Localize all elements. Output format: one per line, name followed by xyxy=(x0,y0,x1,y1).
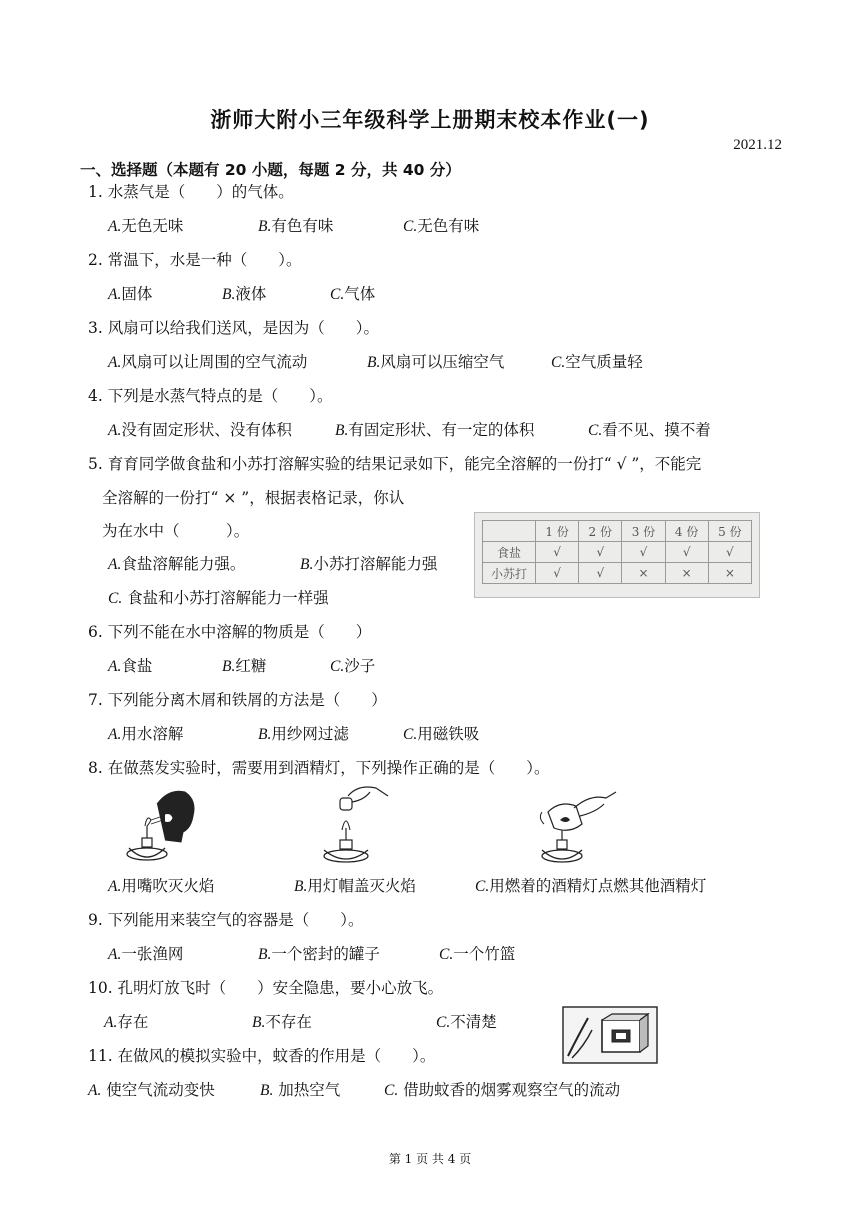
option-c[interactable]: C. 借助蚊香的烟雾观察空气的流动 xyxy=(384,1081,621,1099)
option-c[interactable]: C. 食盐和小苏打溶解能力一样强 xyxy=(108,589,329,607)
option-b[interactable]: B. 加热空气 xyxy=(260,1081,341,1099)
option-a[interactable]: A.风扇可以让周围的空气流动 xyxy=(108,353,308,371)
question-2: 2. 常温下，水是一种（ ）。 xyxy=(88,251,302,269)
question-7: 7. 下列能分离木屑和铁屑的方法是（ ） xyxy=(88,691,387,709)
option-c[interactable]: C.用磁铁吸 xyxy=(403,725,480,743)
table-cell: √ xyxy=(708,542,751,563)
option-a[interactable]: A.用嘴吹灭火焰 xyxy=(108,877,215,895)
option-c[interactable]: C.空气质量轻 xyxy=(551,353,643,371)
table-row xyxy=(483,563,752,584)
question-6: 6. 下列不能在水中溶解的物质是（ ） xyxy=(88,623,372,641)
option-c[interactable]: C.沙子 xyxy=(330,657,376,675)
option-b[interactable]: B.用灯帽盖灭火焰 xyxy=(294,877,416,895)
table-header-cell: 1 份 xyxy=(536,521,579,542)
option-b[interactable]: B.有色有味 xyxy=(258,217,334,235)
option-c[interactable]: C.无色有味 xyxy=(403,217,480,235)
question-5: 5. 育育同学做食盐和小苏打溶解实验的结果记录如下，能完全溶解的一份打“ √ ”，不能完 xyxy=(88,455,702,473)
wind-box-figure xyxy=(562,1006,658,1064)
table-cell: √ xyxy=(536,542,579,563)
question-5-line-3: 为在水中（ ）。 xyxy=(102,522,250,540)
option-a[interactable]: A.一张渔网 xyxy=(108,945,184,963)
option-c[interactable]: C.看不见、摸不着 xyxy=(588,421,711,439)
table-header-cell: 5 份 xyxy=(708,521,751,542)
question-5-line-2: 全溶解的一份打“ × ”，根据表格记录，你认 xyxy=(102,489,405,507)
option-b[interactable]: B.有固定形状、有一定的体积 xyxy=(335,421,535,439)
blow-out-flame-figure xyxy=(125,784,205,870)
option-c[interactable]: C.不清楚 xyxy=(436,1013,497,1031)
option-a[interactable]: A.没有固定形状、没有体积 xyxy=(108,421,292,439)
option-c[interactable]: C.用燃着的酒精灯点燃其他酒精灯 xyxy=(475,877,707,895)
table-cell: 小苏打 xyxy=(483,563,536,584)
question-9: 9. 下列能用来装空气的容器是（ ）。 xyxy=(88,911,364,929)
table-cell: 食盐 xyxy=(483,542,536,563)
option-b[interactable]: B.不存在 xyxy=(252,1013,312,1031)
table-header-cell: 3 份 xyxy=(622,521,665,542)
question-10: 10. 孔明灯放飞时（ ）安全隐患，要小心放飞。 xyxy=(88,979,444,997)
question-3: 3. 风扇可以给我们送风，是因为（ ）。 xyxy=(88,319,379,337)
table-cell: × xyxy=(665,563,708,584)
option-a[interactable]: A.固体 xyxy=(108,285,153,303)
option-a[interactable]: A.无色无味 xyxy=(108,217,184,235)
table-cell: × xyxy=(622,563,665,584)
dissolve-results-table xyxy=(474,512,760,598)
question-1: 1. 水蒸气是（ ）的气体。 xyxy=(88,183,294,201)
table-row xyxy=(483,542,752,563)
option-b[interactable]: B.小苏打溶解能力强 xyxy=(300,555,438,573)
question-11: 11. 在做风的模拟实验中，蚊香的作用是（ ）。 xyxy=(88,1047,436,1065)
lamp-lighting-lamp-figure xyxy=(530,790,620,870)
section-heading: 一、选择题（本题有 20 小题，每题 2 分，共 40 分） xyxy=(80,161,461,179)
option-a[interactable]: A.用水溶解 xyxy=(108,725,184,743)
option-b[interactable]: B.风扇可以压缩空气 xyxy=(367,353,505,371)
table-header-cell: 4 份 xyxy=(665,521,708,542)
option-a[interactable]: A.存在 xyxy=(104,1013,149,1031)
page-footer: 第 1 页 共 4 页 xyxy=(388,1152,472,1166)
option-c[interactable]: C.气体 xyxy=(330,285,376,303)
option-a[interactable]: A.食盐 xyxy=(108,657,153,675)
option-a[interactable]: A. 使空气流动变快 xyxy=(88,1081,215,1099)
question-4: 4. 下列是水蒸气特点的是（ ）。 xyxy=(88,387,333,405)
table-cell: √ xyxy=(536,563,579,584)
question-8: 8. 在做蒸发实验时，需要用到酒精灯，下列操作正确的是（ ）。 xyxy=(88,759,550,777)
option-b[interactable]: B.用纱网过滤 xyxy=(258,725,349,743)
table-header-cell xyxy=(483,521,536,542)
option-b[interactable]: B.液体 xyxy=(222,285,267,303)
page-title: 浙师大附小三年级科学上册期末校本作业(一) xyxy=(210,108,650,132)
option-c[interactable]: C.一个竹篮 xyxy=(439,945,516,963)
option-b[interactable]: B.一个密封的罐子 xyxy=(258,945,380,963)
date: 2021.12 xyxy=(733,137,782,153)
table-cell: √ xyxy=(579,563,622,584)
table-cell: × xyxy=(708,563,751,584)
table-cell: √ xyxy=(665,542,708,563)
table-header-cell: 2 份 xyxy=(579,521,622,542)
table-cell: √ xyxy=(579,542,622,563)
table-header-row xyxy=(483,521,752,542)
cap-flame-figure xyxy=(318,784,390,870)
option-b[interactable]: B.红糖 xyxy=(222,657,267,675)
option-a[interactable]: A.食盐溶解能力强。 xyxy=(108,555,246,573)
table-cell: √ xyxy=(622,542,665,563)
